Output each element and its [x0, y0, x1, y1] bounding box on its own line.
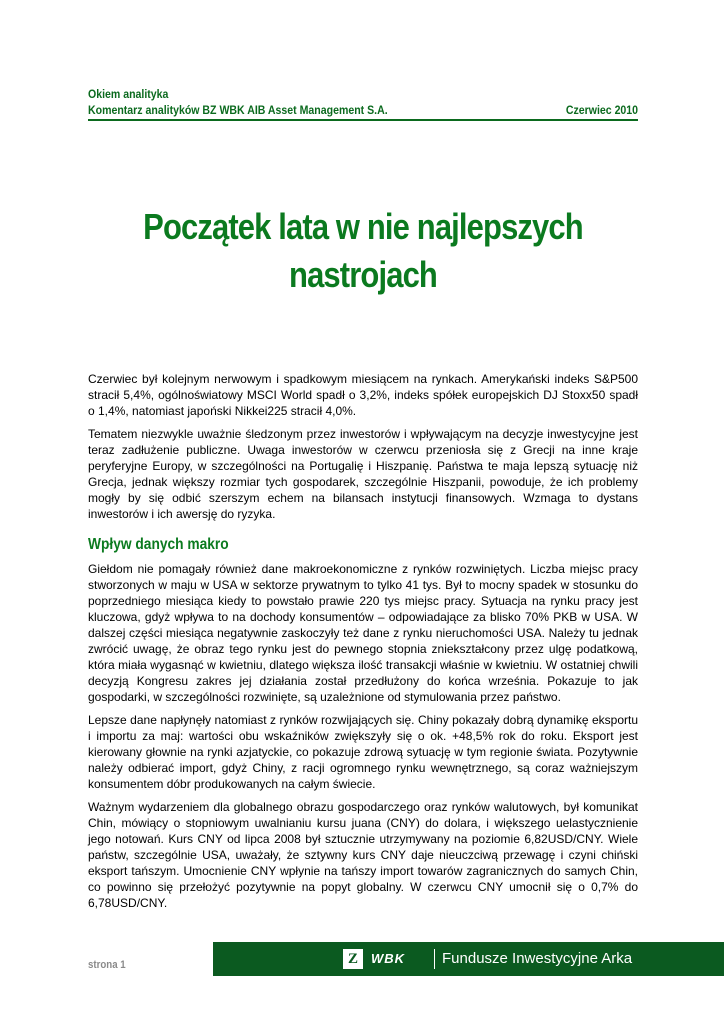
section-paragraph-1: Giełdom nie pomagały również dane makroekonomiczne z rynków rozwiniętych. Liczba miejsc pracy stworzonych w maju w USA w sektorze prywatnym to tylko 41 tys. Był to mocny spadek w stosunku do poprzedniego miesiąca kiedy to powstało prawie 220 tys miejsc pracy. Sytuacja na rynku pracy jest kluczowa, gdyż wpływa to na dochody konsumentów – odpowiadające za blisko 70% PKB w USA. W dalszej części miesiąca negatywnie zaskoczyły też dane z rynku nieruchomości USA. Należy tu jednak zwrócić uwagę, że obraz tego rynku jest do pewnego stopnia zniekształcony przez ulgę podatkową, która miała wygasnąć w kwietniu, dlatego większa ilość transakcji właśnie w kwietniu. W ostatniej chwili decyzją Kongresu zakres jej działania został przedłużony do końca września. Pokazuje to jak gospodarki, w szczególności rozwinięte, są uzależnione od stymulowania przez państwo.	[88, 562, 638, 704]
intro-paragraph-2: Tematem niezwykle uważnie śledzonym przez inwestorów i wpływającym na decyzje inwestycyjne jest teraz zadłużenie publiczne. Uwaga inwestorów w czerwcu przeniosła się z Grecji na inne kraje peryferyjne Europy, w szczególności na Portugalię i Hiszpanię. Państwa te maja lepszą sytuację niż Grecja, jednak większy rozmiar tych gospodarek, szczególnie Hiszpanii, powoduje, że ich problemy mogły by się odbić szerszym echem na bilansach instytucji finansowych. Wzmaga to dystans inwestorów i ich awersję do ryzyka.	[88, 427, 638, 521]
page-number: strona 1	[88, 959, 126, 971]
bz-wbk-logo-icon: Z	[343, 949, 363, 969]
header-row	[88, 101, 638, 121]
header-date: Czerwiec 2010	[565, 103, 638, 117]
brand-name: Fundusze Inwestycyjne Arka	[442, 950, 633, 967]
wbk-wordmark: WBK	[371, 951, 406, 966]
page-title-line2: nastrojach	[289, 254, 437, 295]
page-title-line1: Początek lata w nie najlepszych	[143, 206, 583, 247]
section-heading: Wpływ danych makro	[88, 536, 229, 553]
intro-paragraph-1: Czerwiec był kolejnym nerwowym i spadkowym miesiącem na rynkach. Amerykański indeks S&P500 stracił 5,4%, ogólnoświatowy MSCI World spadł o 3,2%, indeks spółek europejskich DJ Stoxx50 spadł o 1,4%, natomiast japoński Nikkei225 stracił 4,0%.	[88, 372, 638, 418]
section-text	[88, 561, 638, 918]
logo-divider	[434, 949, 435, 969]
section-paragraph-3: Ważnym wydarzeniem dla globalnego obrazu gospodarczego oraz rynków walutowych, był komunikat Chin, mówiący o stopniowym uwalnianiu kursu juana (CNY) do dolara, i większego uelastycznienie jego notowań. Kurs CNY od lipca 2008 był sztucznie utrzymywany na poziomie 6,82USD/CNY. Wiele państw, szczególnie USA, uważały, że sztywny kurs CNY daje nieuczciwą przewagę i czyni chiński eksport tańszym. Umocnienie CNY wpłynie na tańszy import towarów zagranicznych do samych Chin, co powinno się przełożyć pozytywnie na popyt globalny. W czerwcu CNY umocnił się o 0,7% do 6,78USD/CNY.	[88, 800, 638, 910]
section-paragraph-2: Lepsze dane napłynęły natomiast z rynków rozwijających się. Chiny pokazały dobrą dynamikę eksportu i importu za maj: wartości obu wskaźników zwiększyły się o ok. +48,5% rok do roku. Eksport jest kierowany głownie na rynki azjatyckie, co pokazuje zdrową sytuację w tym regionie świata. Pozytywnie należy odbierać import, gdyż Chiny, z racji ogromnego rynku wewnętrznego, są coraz ważniejszym konsumentem dóbr produkowanych na całym świecie.	[88, 713, 638, 791]
intro-text	[88, 371, 638, 529]
document-header	[88, 87, 638, 121]
header-subtitle: Komentarz analityków BZ WBK AIB Asset Management S.A.	[88, 103, 388, 117]
page-title	[88, 203, 638, 299]
footer-brand-bar	[213, 942, 724, 976]
header-section-label: Okiem analityka	[88, 87, 169, 101]
